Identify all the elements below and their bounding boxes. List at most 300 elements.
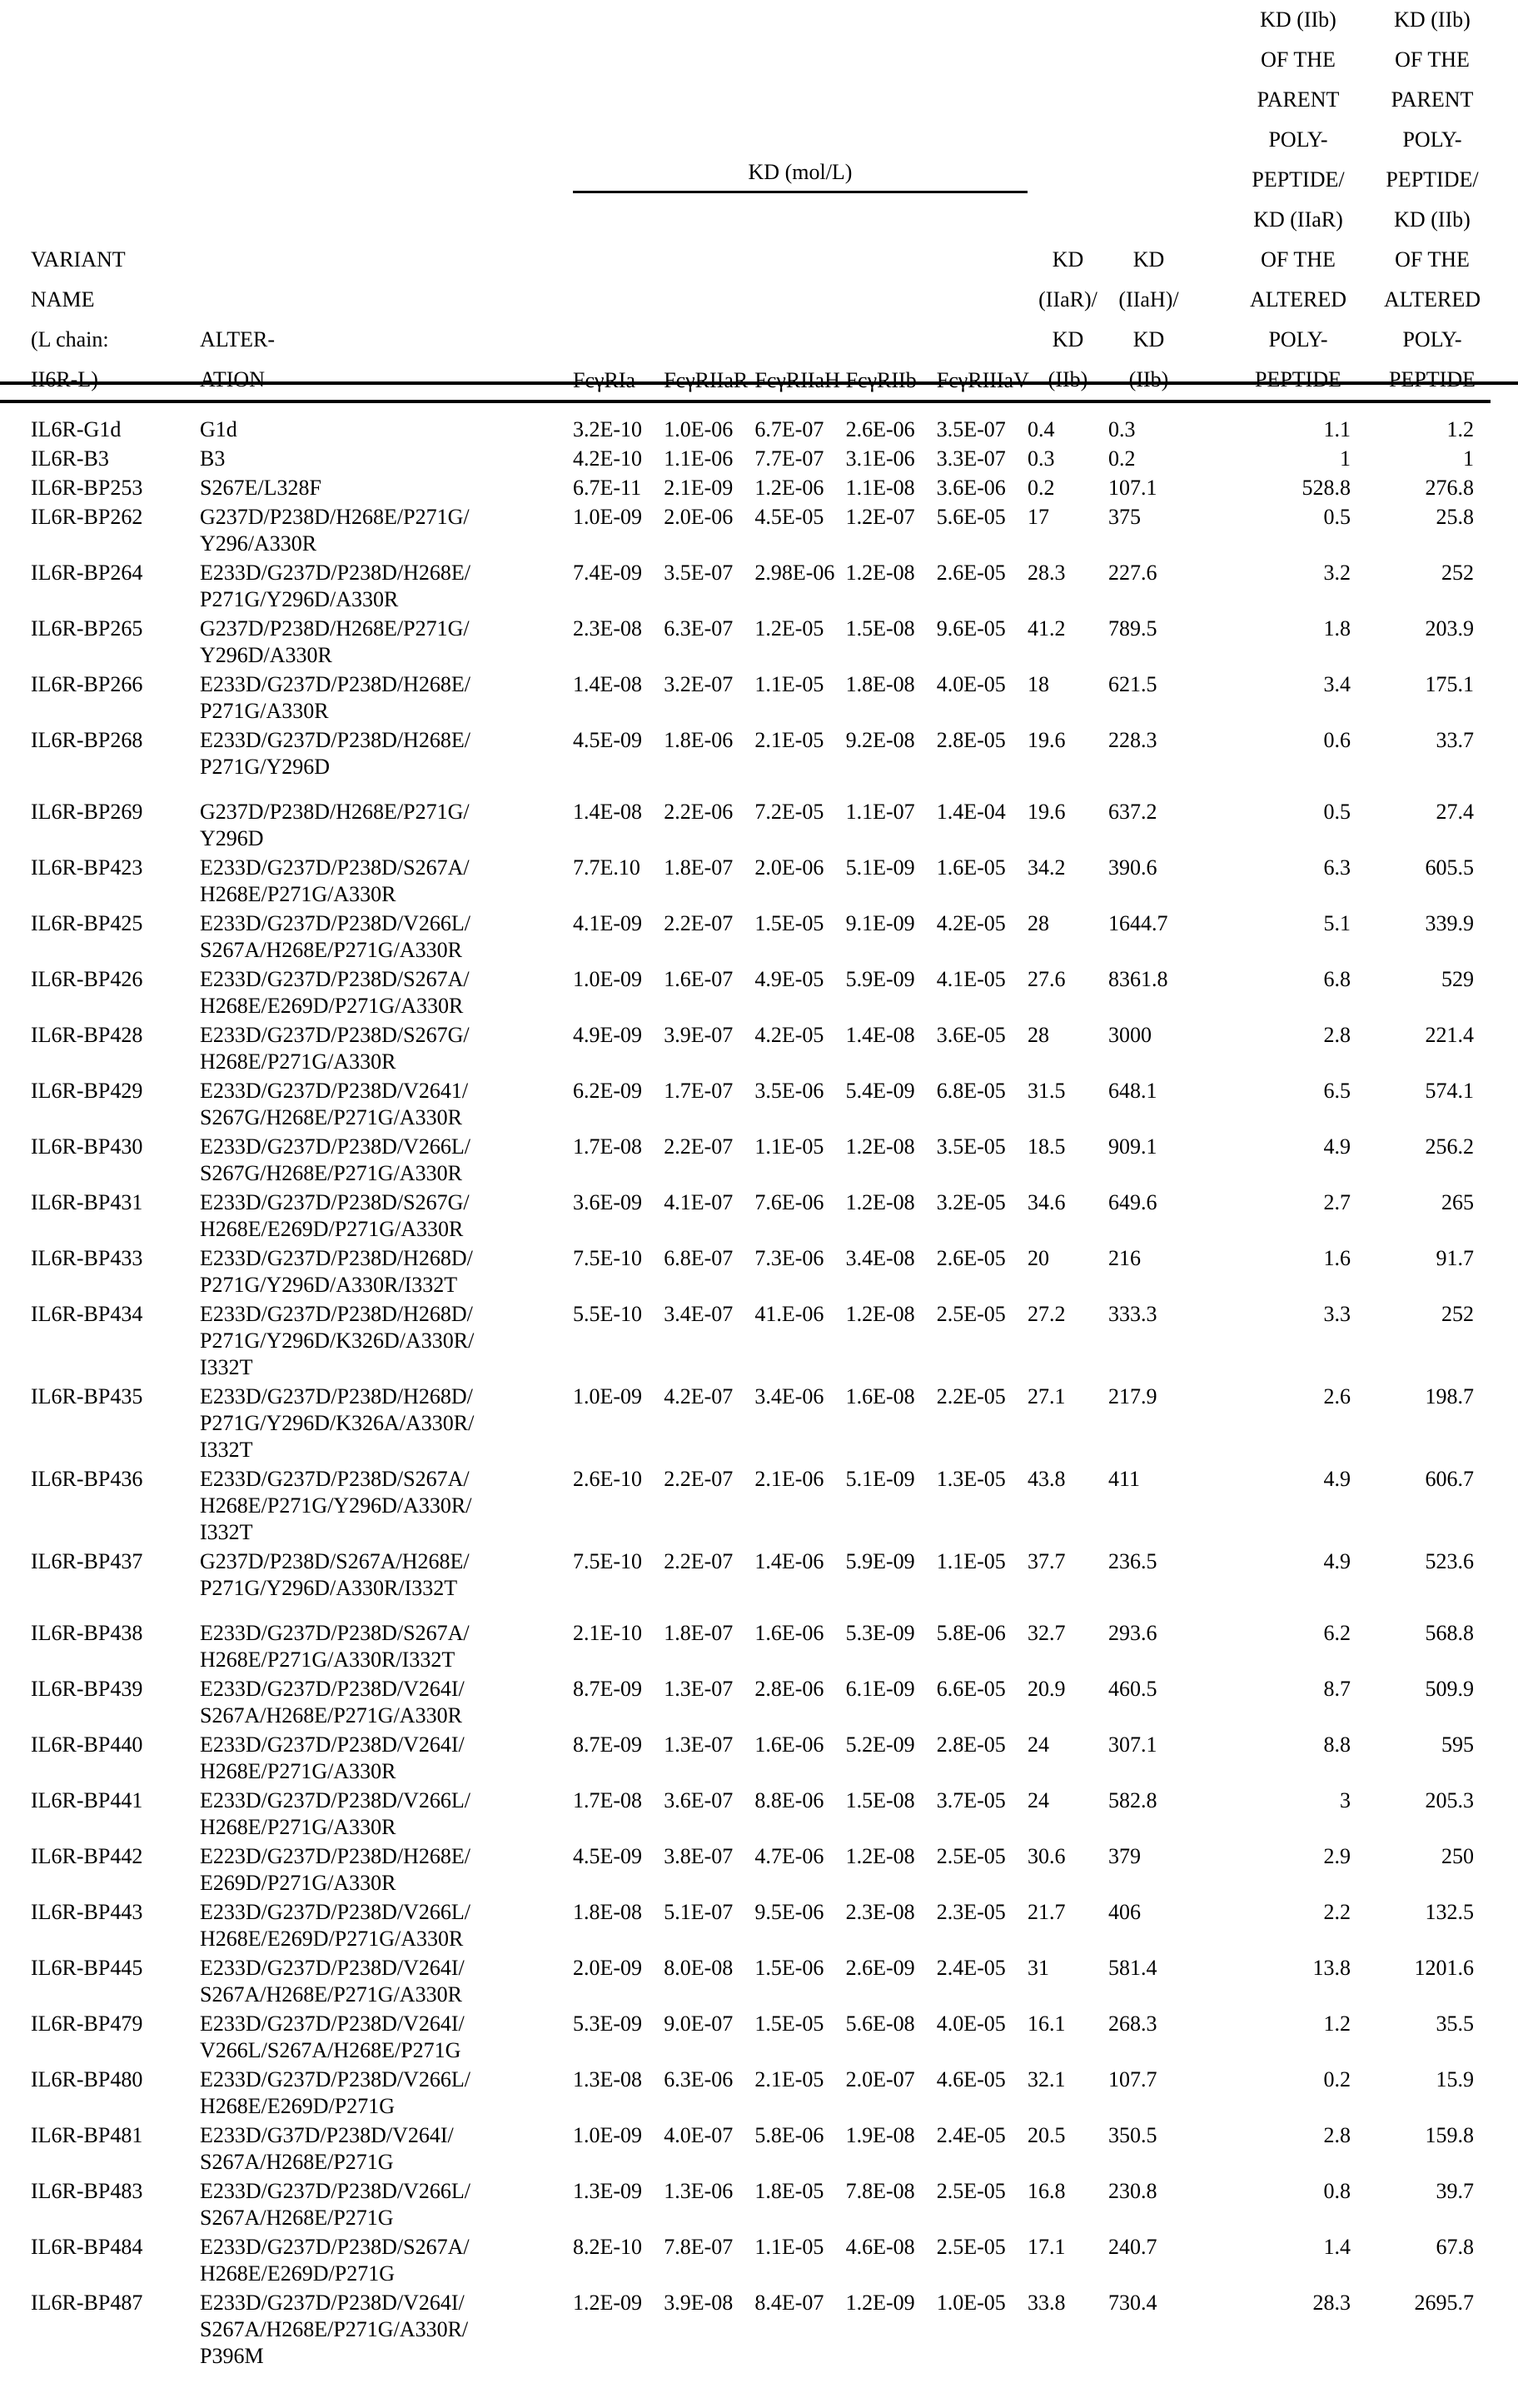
alteration: E233D/G237D/P238D/V266L/ H268E/E269D/P271G (200, 2066, 573, 2122)
fcgriiah-kd: 1.5E-06 (754, 1955, 845, 2011)
relative-iiar: 2.8 (1189, 1022, 1366, 1078)
relative-iib: 221.4 (1366, 1022, 1491, 1078)
alteration: E233D/G237D/P238D/S267A/ H268E/E269D/P271G (200, 2234, 573, 2290)
alteration: E233D/G237D/P238D/H268E/ P271G/Y296D (200, 727, 573, 799)
fcgriiah-kd: 4.2E-05 (754, 1022, 845, 1078)
relative-iiar: 2.6 (1189, 1383, 1366, 1466)
ratio-iiar-iib: 20.5 (1028, 2122, 1108, 2178)
table-row (0, 1548, 1491, 1620)
fcgriiar-kd: 1.0E-06 (664, 401, 754, 446)
fcgriiiav-kd: 6.8E-05 (937, 1078, 1028, 1134)
variant-name: IL6R-BP483 (0, 2178, 200, 2234)
fcgriiar-kd: 2.1E-09 (664, 475, 754, 504)
table-row (0, 475, 1491, 504)
fcgriiah-kd: 8.8E-06 (754, 1787, 845, 1843)
alteration: E233D/G237D/P238D/H268D/ P271G/Y296D/K326D/A330R/ I332T (200, 1301, 573, 1383)
ratio-iiar-iib: 28.3 (1028, 560, 1108, 616)
fcgriib-kd: 1.2E-08 (846, 1134, 937, 1189)
variant-name: IL6R-BP442 (0, 1843, 200, 1899)
fcgriiar-kd: 4.2E-07 (664, 1383, 754, 1466)
fcgriib-kd: 1.2E-08 (846, 1301, 937, 1383)
relative-iib: 205.3 (1366, 1787, 1491, 1843)
ratio-iiah-iib: 350.5 (1108, 2122, 1189, 2178)
fcgriiar-kd: 7.8E-07 (664, 2234, 754, 2290)
ratio-iiah-iib: 217.9 (1108, 1383, 1189, 1466)
alteration: B3 (200, 446, 573, 475)
relative-iib: 35.5 (1366, 2011, 1491, 2066)
fcgria-kd: 1.7E-08 (573, 1134, 664, 1189)
table-row (0, 727, 1491, 799)
fcgria-kd: 4.2E-10 (573, 446, 664, 475)
fcgriiiav-kd: 2.6E-05 (937, 560, 1028, 616)
fcgriiah-kd: 2.98E-06 (754, 560, 845, 616)
table-row (0, 2122, 1491, 2178)
fcgriiiav-kd: 2.5E-05 (937, 1301, 1028, 1383)
fcgria-kd: 1.4E-08 (573, 671, 664, 727)
fcgriiah-kd: 6.7E-07 (754, 401, 845, 446)
relative-iiar: 6.5 (1189, 1078, 1366, 1134)
relative-iib: 250 (1366, 1843, 1491, 1899)
ratio-iiar-iib: 24 (1028, 1732, 1108, 1787)
fcgriiiav-kd: 2.6E-05 (937, 1245, 1028, 1301)
variant-name: IL6R-BP479 (0, 2011, 200, 2066)
ratio-iiah-iib: 789.5 (1108, 616, 1189, 671)
fcgriib-kd: 5.1E-09 (846, 855, 937, 910)
relative-iiar: 8.8 (1189, 1732, 1366, 1787)
fcgriib-kd: 2.6E-06 (846, 401, 937, 446)
fcgriiah-kd: 1.6E-06 (754, 1620, 845, 1676)
fcgriiah-kd: 2.0E-06 (754, 855, 845, 910)
fcgria-kd: 4.9E-09 (573, 1022, 664, 1078)
table-row (0, 446, 1491, 475)
fcgriiar-kd: 3.5E-07 (664, 560, 754, 616)
alteration: E233D/G237D/P238D/S267G/ H268E/P271G/A330R (200, 1022, 573, 1078)
ratio-iiar-iib: 16.8 (1028, 2178, 1108, 2234)
fcgriiar-kd: 6.3E-07 (664, 616, 754, 671)
relative-iib: 595 (1366, 1732, 1491, 1787)
alteration: E233D/G237D/P238D/V266L/ H268E/E269D/P271G/A330R (200, 1899, 573, 1955)
ratio-iiah-iib: 293.6 (1108, 1620, 1189, 1676)
table-row (0, 2234, 1491, 2290)
ratio-iiar-iib: 41.2 (1028, 616, 1108, 671)
fcgria-kd: 8.2E-10 (573, 2234, 664, 2290)
variant-name: IL6R-BP264 (0, 560, 200, 616)
fcgriiiav-kd: 2.5E-05 (937, 2234, 1028, 2290)
ratio-iiar-iib: 0.2 (1028, 475, 1108, 504)
fcgriib-kd: 5.9E-09 (846, 966, 937, 1022)
table-row (0, 1189, 1491, 1245)
relative-iib: 252 (1366, 1301, 1491, 1383)
fcgria-kd: 8.7E-09 (573, 1732, 664, 1787)
alteration: G237D/P238D/H268E/P271G/ Y296/A330R (200, 504, 573, 560)
fcgriiiav-kd: 1.1E-05 (937, 1548, 1028, 1620)
alteration: E233D/G237D/P238D/V264I/ V266L/S267A/H268E/P271G (200, 2011, 573, 2066)
fcgriiiav-kd: 2.8E-05 (937, 727, 1028, 799)
variant-name: IL6R-BP268 (0, 727, 200, 799)
alteration: E233D/G237D/P238D/V266L/ S267G/H268E/P271G/A330R (200, 1134, 573, 1189)
fcgriib-kd: 1.2E-07 (846, 504, 937, 560)
relative-iib: 265 (1366, 1189, 1491, 1245)
fcgriiar-kd: 2.2E-07 (664, 910, 754, 966)
variant-name: IL6R-G1d (0, 401, 200, 446)
kd-table (0, 0, 1491, 2372)
ratio-iiar-iib: 37.7 (1028, 1548, 1108, 1620)
alteration: E233D/G237D/P238D/H268E/ P271G/A330R (200, 671, 573, 727)
fcgriib-kd: 5.4E-09 (846, 1078, 937, 1134)
relative-iib: 27.4 (1366, 799, 1491, 855)
table-row (0, 1620, 1491, 1676)
ratio-iiah-iib: 411 (1108, 1466, 1189, 1548)
fcgriib-kd: 3.1E-06 (846, 446, 937, 475)
ratio-iiar-iib: 33.8 (1028, 2290, 1108, 2372)
ratio-iiah-iib: 228.3 (1108, 727, 1189, 799)
variant-name: IL6R-BP428 (0, 1022, 200, 1078)
alteration: E233D/G237D/P238D/H268D/ P271G/Y296D/A330R/I332T (200, 1245, 573, 1301)
ratio-iiah-iib: 107.1 (1108, 475, 1189, 504)
ratio-iiar-iib: 27.6 (1028, 966, 1108, 1022)
fcgriiar-kd: 6.3E-06 (664, 2066, 754, 2122)
table-row (0, 1899, 1491, 1955)
alteration: E233D/G237D/P238D/S267A/ H268E/P271G/Y296D/A330R/ I332T (200, 1466, 573, 1548)
alteration: E233D/G237D/P238D/V266L/ H268E/P271G/A330R (200, 1787, 573, 1843)
fcgriiah-kd: 1.2E-06 (754, 475, 845, 504)
relative-iib: 15.9 (1366, 2066, 1491, 2122)
fcgriiah-kd: 41.E-06 (754, 1301, 845, 1383)
variant-name: IL6R-BP430 (0, 1134, 200, 1189)
fcgriiar-kd: 1.7E-07 (664, 1078, 754, 1134)
relative-iib: 159.8 (1366, 2122, 1491, 2178)
fcgria-kd: 1.0E-09 (573, 504, 664, 560)
relative-iib: 568.8 (1366, 1620, 1491, 1676)
fcgria-kd: 3.2E-10 (573, 401, 664, 446)
fcgriiar-kd: 2.2E-07 (664, 1548, 754, 1620)
fcgria-kd: 7.5E-10 (573, 1548, 664, 1620)
relative-iib: 33.7 (1366, 727, 1491, 799)
ratio-iiar-iib: 0.4 (1028, 401, 1108, 446)
fcgria-kd: 1.2E-09 (573, 2290, 664, 2372)
variant-name: IL6R-BP436 (0, 1466, 200, 1548)
fcgriiar-kd: 2.2E-07 (664, 1466, 754, 1548)
variant-name: IL6R-BP434 (0, 1301, 200, 1383)
variant-name: IL6R-BP484 (0, 2234, 200, 2290)
relative-iiar: 0.2 (1189, 2066, 1366, 2122)
fcgriiar-kd: 2.2E-06 (664, 799, 754, 855)
fcgria-kd: 2.1E-10 (573, 1620, 664, 1676)
ratio-iiar-iib: 43.8 (1028, 1466, 1108, 1548)
fcgriiah-kd: 1.1E-05 (754, 671, 845, 727)
fcgriiiav-kd: 3.6E-06 (937, 475, 1028, 504)
fcgriiiav-kd: 9.6E-05 (937, 616, 1028, 671)
ratio-iiah-iib: 909.1 (1108, 1134, 1189, 1189)
alteration: E233D/G237D/P238D/S267A/ H268E/E269D/P271G/A330R (200, 966, 573, 1022)
table-row (0, 1245, 1491, 1301)
table-row (0, 1955, 1491, 2011)
fcgriib-kd: 6.1E-09 (846, 1676, 937, 1732)
alteration: E233D/G237D/P238D/S267G/ H268E/E269D/P271G/A330R (200, 1189, 573, 1245)
table-row (0, 1078, 1491, 1134)
relative-iiar: 0.5 (1189, 504, 1366, 560)
relative-iiar: 4.9 (1189, 1466, 1366, 1548)
fcgriiah-kd: 7.7E-07 (754, 446, 845, 475)
ratio-iiar-iib: 19.6 (1028, 799, 1108, 855)
fcgria-kd: 7.4E-09 (573, 560, 664, 616)
fcgriib-kd: 1.1E-08 (846, 475, 937, 504)
variant-name: IL6R-BP480 (0, 2066, 200, 2122)
header-relative-iiar: KD (IIb) OF THE PARENT POLY- PEPTIDE/ KD (IIaR) OF THE ALTERED POLY- PEPTIDE (1189, 0, 1366, 401)
fcgriib-kd: 7.8E-08 (846, 2178, 937, 2234)
fcgria-kd: 4.5E-09 (573, 1843, 664, 1899)
fcgriiiav-kd: 5.6E-05 (937, 504, 1028, 560)
ratio-iiah-iib: 107.7 (1108, 2066, 1189, 2122)
fcgriiah-kd: 4.5E-05 (754, 504, 845, 560)
fcgria-kd: 7.7E.10 (573, 855, 664, 910)
relative-iib: 529 (1366, 966, 1491, 1022)
fcgriiiav-kd: 3.5E-07 (937, 401, 1028, 446)
fcgria-kd: 1.4E-08 (573, 799, 664, 855)
ratio-iiar-iib: 20.9 (1028, 1676, 1108, 1732)
alteration: E233D/G237D/P238D/V2641/ S267G/H268E/P271G/A330R (200, 1078, 573, 1134)
table-row (0, 560, 1491, 616)
fcgriiar-kd: 1.8E-07 (664, 855, 754, 910)
alteration: E233D/G237D/P238D/S267A/ H268E/P271G/A330R/I332T (200, 1620, 573, 1676)
fcgriiah-kd: 1.5E-05 (754, 910, 845, 966)
fcgriib-kd: 4.6E-08 (846, 2234, 937, 2290)
relative-iiar: 1.4 (1189, 2234, 1366, 2290)
fcgriib-kd: 1.9E-08 (846, 2122, 937, 2178)
fcgriiar-kd: 1.3E-07 (664, 1676, 754, 1732)
ratio-iiar-iib: 18.5 (1028, 1134, 1108, 1189)
fcgria-kd: 8.7E-09 (573, 1676, 664, 1732)
fcgriiar-kd: 5.1E-07 (664, 1899, 754, 1955)
alteration: E233D/G237D/P238D/V264I/ S267A/H268E/P271G/A330R/ P396M (200, 2290, 573, 2372)
fcgria-kd: 1.0E-09 (573, 1383, 664, 1466)
relative-iiar: 0.5 (1189, 799, 1366, 855)
fcgriiiav-kd: 3.2E-05 (937, 1189, 1028, 1245)
fcgriiiav-kd: 2.8E-05 (937, 1732, 1028, 1787)
relative-iib: 574.1 (1366, 1078, 1491, 1134)
fcgriib-kd: 5.1E-09 (846, 1466, 937, 1548)
ratio-iiar-iib: 16.1 (1028, 2011, 1108, 2066)
ratio-iiar-iib: 27.2 (1028, 1301, 1108, 1383)
fcgriiah-kd: 1.1E-05 (754, 2234, 845, 2290)
table-row (0, 1301, 1491, 1383)
relative-iib: 2695.7 (1366, 2290, 1491, 2372)
fcgria-kd: 5.3E-09 (573, 2011, 664, 2066)
fcgriiar-kd: 1.3E-07 (664, 1732, 754, 1787)
variant-name: IL6R-BP262 (0, 504, 200, 560)
ratio-iiar-iib: 34.2 (1028, 855, 1108, 910)
relative-iiar: 3.2 (1189, 560, 1366, 616)
relative-iib: 91.7 (1366, 1245, 1491, 1301)
fcgriiar-kd: 3.4E-07 (664, 1301, 754, 1383)
fcgriiah-kd: 8.4E-07 (754, 2290, 845, 2372)
header-alteration: ALTER- ATION (200, 0, 573, 401)
fcgria-kd: 4.1E-09 (573, 910, 664, 966)
fcgriib-kd: 1.2E-09 (846, 2290, 937, 2372)
alteration: G237D/P238D/S267A/H268E/ P271G/Y296D/A330R/I332T (200, 1548, 573, 1620)
fcgriiiav-kd: 4.6E-05 (937, 2066, 1028, 2122)
relative-iib: 1201.6 (1366, 1955, 1491, 2011)
fcgriiiav-kd: 4.1E-05 (937, 966, 1028, 1022)
fcgria-kd: 6.2E-09 (573, 1078, 664, 1134)
table-row (0, 1843, 1491, 1899)
fcgriiah-kd: 2.1E-05 (754, 2066, 845, 2122)
fcgriiar-kd: 8.0E-08 (664, 1955, 754, 2011)
table-row (0, 1134, 1491, 1189)
header-ratio-iiar-iib: KD (IIaR)/ KD (IIb) (1028, 0, 1108, 401)
fcgriiar-kd: 2.2E-07 (664, 1134, 754, 1189)
table-row (0, 2011, 1491, 2066)
table-row (0, 401, 1491, 446)
variant-name: IL6R-BP438 (0, 1620, 200, 1676)
fcgriiah-kd: 1.2E-05 (754, 616, 845, 671)
fcgriiah-kd: 5.8E-06 (754, 2122, 845, 2178)
relative-iib: 39.7 (1366, 2178, 1491, 2234)
fcgriiiav-kd: 3.5E-05 (937, 1134, 1028, 1189)
relative-iib: 509.9 (1366, 1676, 1491, 1732)
ratio-iiar-iib: 30.6 (1028, 1843, 1108, 1899)
relative-iib: 1.2 (1366, 401, 1491, 446)
variant-name: IL6R-BP253 (0, 475, 200, 504)
fcgriiar-kd: 3.2E-07 (664, 671, 754, 727)
ratio-iiar-iib: 28 (1028, 1022, 1108, 1078)
fcgriib-kd: 1.1E-07 (846, 799, 937, 855)
fcgriiar-kd: 2.0E-06 (664, 504, 754, 560)
fcgriiah-kd: 2.1E-05 (754, 727, 845, 799)
relative-iiar: 4.9 (1189, 1548, 1366, 1620)
alteration: G237D/P238D/H268E/P271G/ Y296D/A330R (200, 616, 573, 671)
fcgriib-kd: 5.6E-08 (846, 2011, 937, 2066)
ratio-iiah-iib: 230.8 (1108, 2178, 1189, 2234)
ratio-iiar-iib: 21.7 (1028, 1899, 1108, 1955)
relative-iib: 252 (1366, 560, 1491, 616)
alteration: E233D/G237D/P238D/H268E/ P271G/Y296D/A330R (200, 560, 573, 616)
fcgriib-kd: 5.9E-09 (846, 1548, 937, 1620)
relative-iib: 132.5 (1366, 1899, 1491, 1955)
fcgria-kd: 3.6E-09 (573, 1189, 664, 1245)
table-row (0, 910, 1491, 966)
ratio-iiah-iib: 390.6 (1108, 855, 1189, 910)
relative-iib: 339.9 (1366, 910, 1491, 966)
relative-iib: 523.6 (1366, 1548, 1491, 1620)
fcgriiar-kd: 3.8E-07 (664, 1843, 754, 1899)
fcgriiiav-kd: 4.0E-05 (937, 671, 1028, 727)
table-row (0, 966, 1491, 1022)
table-row (0, 799, 1491, 855)
fcgriib-kd: 1.2E-08 (846, 560, 937, 616)
table-row (0, 1676, 1491, 1732)
fcgriib-kd: 2.3E-08 (846, 1899, 937, 1955)
relative-iiar: 2.9 (1189, 1843, 1366, 1899)
ratio-iiah-iib: 0.2 (1108, 446, 1189, 475)
fcgriiiav-kd: 5.8E-06 (937, 1620, 1028, 1676)
ratio-iiar-iib: 18 (1028, 671, 1108, 727)
header-fcgriiar: FcγRIIaR (664, 192, 754, 401)
fcgriiiav-kd: 4.0E-05 (937, 2011, 1028, 2066)
variant-name: IL6R-BP265 (0, 616, 200, 671)
ratio-iiar-iib: 0.3 (1028, 446, 1108, 475)
table-row (0, 616, 1491, 671)
variant-name: IL6R-BP481 (0, 2122, 200, 2178)
fcgriiah-kd: 7.6E-06 (754, 1189, 845, 1245)
fcgriiiav-kd: 2.5E-05 (937, 2178, 1028, 2234)
fcgriiah-kd: 9.5E-06 (754, 1899, 845, 1955)
relative-iiar: 528.8 (1189, 475, 1366, 504)
header-fcgria: FcγRIa (573, 192, 664, 401)
variant-name: IL6R-BP487 (0, 2290, 200, 2372)
variant-name: IL6R-BP431 (0, 1189, 200, 1245)
table-row (0, 1466, 1491, 1548)
header-fcgriiiav: FcγRIIIaV (937, 192, 1028, 401)
table-row (0, 2066, 1491, 2122)
ratio-iiah-iib: 460.5 (1108, 1676, 1189, 1732)
relative-iiar: 4.9 (1189, 1134, 1366, 1189)
relative-iiar: 8.7 (1189, 1676, 1366, 1732)
ratio-iiah-iib: 3000 (1108, 1022, 1189, 1078)
fcgriiar-kd: 3.9E-07 (664, 1022, 754, 1078)
table-body (0, 401, 1491, 2372)
relative-iiar: 28.3 (1189, 2290, 1366, 2372)
fcgriiah-kd: 1.4E-06 (754, 1548, 845, 1620)
alteration: E233D/G237D/P238D/V264I/ H268E/P271G/A330R (200, 1732, 573, 1787)
fcgriiah-kd: 4.7E-06 (754, 1843, 845, 1899)
ratio-iiah-iib: 236.5 (1108, 1548, 1189, 1620)
ratio-iiah-iib: 379 (1108, 1843, 1189, 1899)
fcgria-kd: 2.3E-08 (573, 616, 664, 671)
alteration: E233D/G237D/P238D/V266L/ S267A/H268E/P271G (200, 2178, 573, 2234)
alteration: S267E/L328F (200, 475, 573, 504)
fcgria-kd: 1.0E-09 (573, 2122, 664, 2178)
ratio-iiar-iib: 28 (1028, 910, 1108, 966)
fcgriiar-kd: 1.8E-06 (664, 727, 754, 799)
fcgriiiav-kd: 3.6E-05 (937, 1022, 1028, 1078)
fcgriib-kd: 2.6E-09 (846, 1955, 937, 2011)
ratio-iiah-iib: 216 (1108, 1245, 1189, 1301)
fcgriiar-kd: 6.8E-07 (664, 1245, 754, 1301)
variant-name: IL6R-BP445 (0, 1955, 200, 2011)
ratio-iiar-iib: 19.6 (1028, 727, 1108, 799)
fcgriiiav-kd: 1.0E-05 (937, 2290, 1028, 2372)
variant-name: IL6R-BP443 (0, 1899, 200, 1955)
fcgria-kd: 7.5E-10 (573, 1245, 664, 1301)
relative-iiar: 3.3 (1189, 1301, 1366, 1383)
fcgriiah-kd: 7.2E-05 (754, 799, 845, 855)
alteration: G1d (200, 401, 573, 446)
relative-iiar: 0.8 (1189, 2178, 1366, 2234)
fcgriib-kd: 1.4E-08 (846, 1022, 937, 1078)
fcgriiar-kd: 1.1E-06 (664, 446, 754, 475)
variant-name: IL6R-BP439 (0, 1676, 200, 1732)
fcgriiah-kd: 4.9E-05 (754, 966, 845, 1022)
ratio-iiah-iib: 637.2 (1108, 799, 1189, 855)
fcgriib-kd: 1.2E-08 (846, 1843, 937, 1899)
table-row (0, 2290, 1491, 2372)
alteration: E233D/G37D/P238D/V264I/ S267A/H268E/P271G (200, 2122, 573, 2178)
fcgriib-kd: 9.2E-08 (846, 727, 937, 799)
table-row (0, 1022, 1491, 1078)
ratio-iiar-iib: 34.6 (1028, 1189, 1108, 1245)
fcgriib-kd: 1.5E-08 (846, 1787, 937, 1843)
ratio-iiar-iib: 32.1 (1028, 2066, 1108, 2122)
fcgriiar-kd: 3.6E-07 (664, 1787, 754, 1843)
fcgriib-kd: 2.0E-07 (846, 2066, 937, 2122)
fcgria-kd: 1.8E-08 (573, 1899, 664, 1955)
header-fcgriib: FcγRIIb (846, 192, 937, 401)
ratio-iiah-iib: 268.3 (1108, 2011, 1189, 2066)
fcgriiah-kd: 1.6E-06 (754, 1732, 845, 1787)
fcgriiah-kd: 3.5E-06 (754, 1078, 845, 1134)
relative-iiar: 3.4 (1189, 671, 1366, 727)
